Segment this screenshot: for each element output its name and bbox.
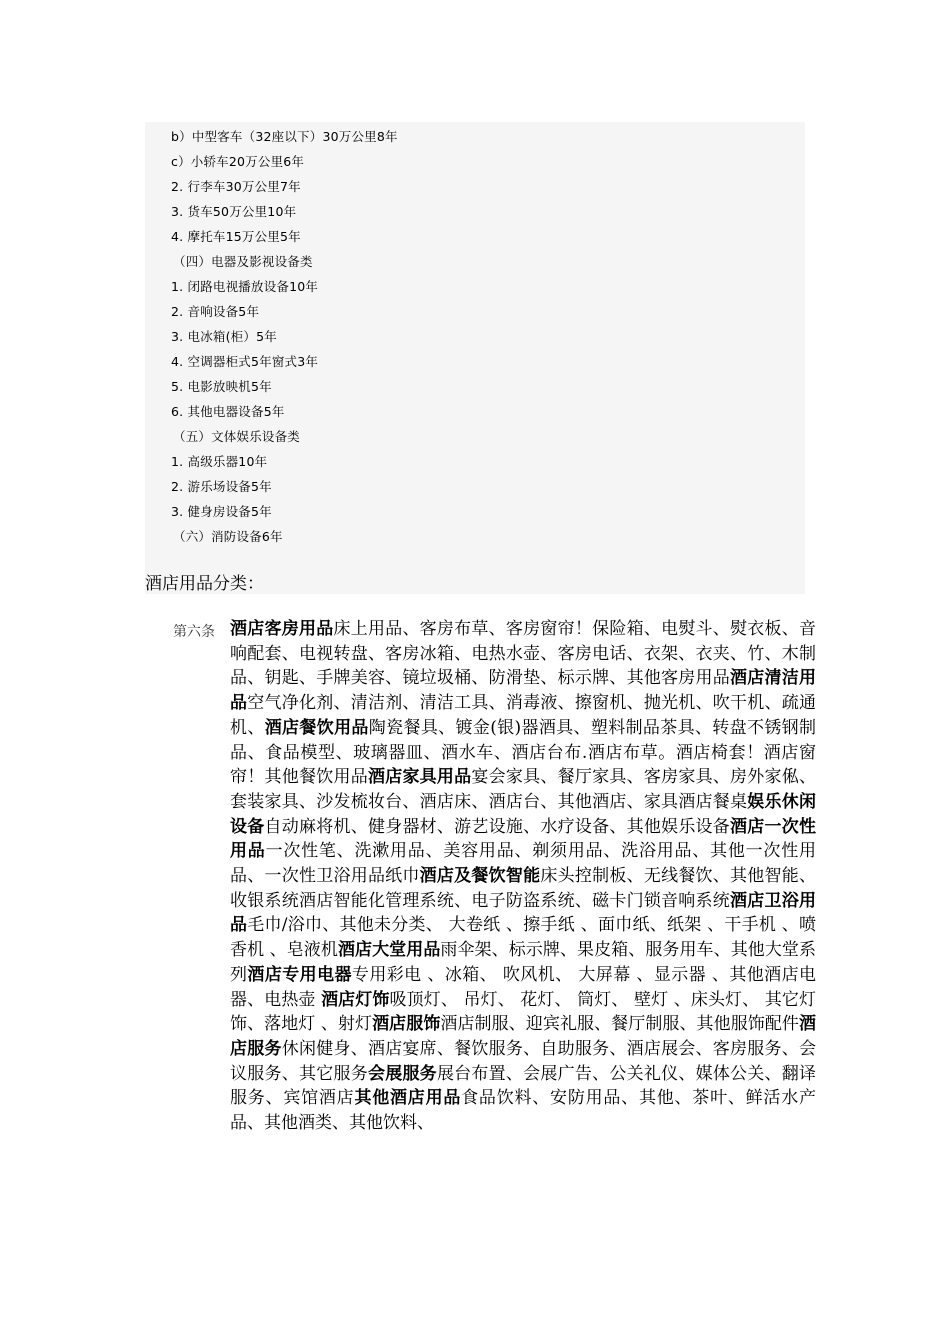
category-text: 自动麻将机、健身器材、游艺设施、水疗设备、其他娱乐设备: [264, 816, 731, 837]
list-subheading: （四）电器及影视设备类: [173, 254, 313, 269]
category-heading: 酒店家具用品: [367, 767, 472, 788]
list-line: 2. 音响设备5年: [171, 304, 260, 319]
category-heading: 酒店及餐饮智能: [419, 866, 541, 887]
list-line: 3. 健身房设备5年: [171, 504, 272, 519]
category-text: 专用彩电 、冰箱、 吹风机、 大屏幕 、显示器 、其他酒店电器、电热壶: [230, 964, 816, 1010]
category-heading: 酒店专用电器: [247, 964, 352, 985]
list-line: 4. 摩托车15万公里5年: [171, 229, 301, 244]
category-heading: 酒店灯饰: [321, 989, 390, 1010]
category-text: 宴会家具、餐厅家具、客房家具、房外家俬、套装家具、沙发梳妆台、酒店床、酒店台、其他酒店、家具酒店餐桌: [230, 767, 817, 812]
category-text: 毛巾/浴巾、其他未分类、 大卷纸 、擦手纸 、面巾纸、纸架 、干手机 、喷香机 、皂液机: [230, 915, 816, 961]
category-heading: 酒店清洁用品: [230, 668, 817, 714]
list-line: 6. 其他电器设备5年: [171, 404, 285, 419]
list-line: 3. 电冰箱(柜）5年: [171, 329, 277, 344]
category-text: 雨伞架、标示牌、果皮箱、服务用车、其他大堂系列: [230, 940, 817, 985]
category-heading: 酒店服务: [230, 1014, 817, 1059]
list-line: 2. 行李车30万公里7年: [171, 179, 301, 194]
category-heading: 会展服务: [367, 1063, 437, 1084]
category-text: 陶瓷餐具、镀金(银)器酒具、塑料制品茶具、转盘不锈钢制品、食品模型、玻璃器皿、酒水车、酒店台布.酒店布草。酒店椅套！酒店窗帘！其他餐饮用品: [230, 717, 817, 788]
list-subheading: （六）消防设备6年: [173, 529, 283, 544]
category-text: 空气净化剂、清洁剂、清洁工具、消毒液、擦窗机、抛光机、吹干机、疏通机、: [230, 693, 817, 738]
category-text: 酒店制服、迎宾礼服、餐厅制服、其他服饰配件: [440, 1014, 800, 1035]
list-line: c）小轿车20万公里6年: [171, 154, 305, 169]
category-text: 床上用品、客房布草、客房窗帘！保险箱、电熨斗、熨衣板、音响配套、电视转盘、客房冰箱、电热水壶、客房电话、衣架、衣夹、竹、木制品、钥匙、手牌美容、镜垃圾桶、防滑垫、标示牌、其他客房用品: [230, 619, 817, 689]
category-text: 展台布置、会展广告、公关礼仪、媒体公关、翻译服务、宾馆酒店: [230, 1063, 817, 1109]
category-text: 食品饮料、安防用品、其他、茶叶、鲜活水产品、其他酒类、其他饮料、: [230, 1088, 816, 1134]
list-line: 1. 高级乐器10年: [171, 454, 268, 469]
category-heading: 酒店卫浴用品: [230, 890, 817, 936]
category-text: 休闲健身、酒店宴席、餐饮服务、自助服务、酒店展会、客房服务、会议服务、其它服务: [230, 1038, 817, 1084]
category-heading: 酒店客房用品: [230, 619, 334, 639]
list-line: 4. 空调器柜式5年窗式3年: [171, 354, 319, 369]
section-title: 酒店用品分类：: [145, 574, 264, 594]
category-heading: 酒店服饰: [372, 1014, 441, 1035]
category-heading: 酒店餐饮用品: [264, 717, 369, 738]
category-text: 吸顶灯、 吊灯、 花灯、 筒灯、 壁灯 、床头灯、 其它灯饰、落地灯 、射灯: [230, 989, 817, 1035]
list-line: 3. 货车50万公里10年: [171, 204, 297, 219]
list-line: b）中型客车（32座以下）30万公里8年: [171, 129, 398, 144]
category-text: 一次性笔、洗漱用品、美容用品、剃须用品、洗浴用品、其他一次性用品、一次性卫浴用品纸巾: [230, 841, 816, 887]
list-line: 1. 闭路电视播放设备10年: [171, 279, 319, 294]
category-heading: 酒店大堂用品: [337, 940, 441, 961]
list-line: 2. 游乐场设备5年: [171, 479, 272, 494]
category-heading: 其他酒店用品: [354, 1088, 462, 1109]
list-subheading: （五）文体娱乐设备类: [173, 429, 301, 444]
category-heading: 酒店一次性用品: [230, 816, 817, 862]
category-text: 床头控制板、无线餐饮、其他智能、收银系统酒店智能化管理系统、电子防盗系统、磁卡门锁音响系统: [230, 866, 817, 911]
list-line: 5. 电影放映机5年: [171, 379, 272, 394]
category-heading: 娱乐休闲设备: [230, 791, 817, 837]
depreciation-list-box: [145, 122, 805, 594]
article-body: [230, 617, 816, 1136]
article-label: 第六条: [173, 624, 215, 640]
